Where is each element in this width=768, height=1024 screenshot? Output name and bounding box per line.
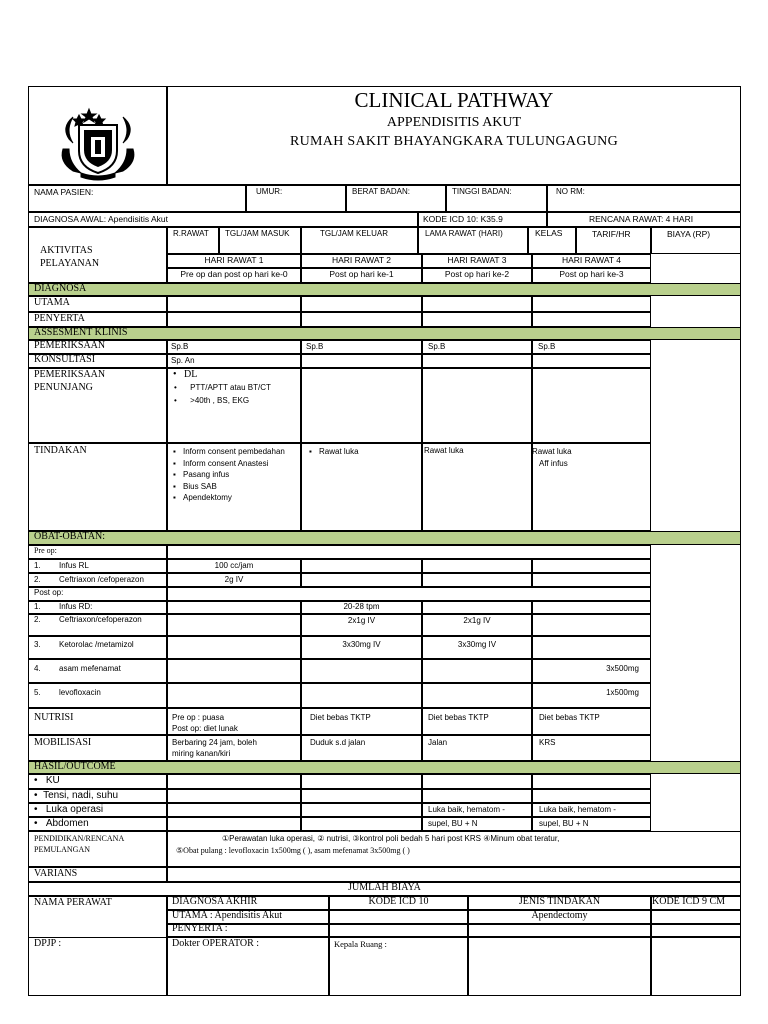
day-4-header: HARI RAWAT 4: [561, 255, 622, 265]
hasil-abdomen: Abdomen: [45, 818, 89, 829]
pre-item-2-d4: [532, 573, 651, 587]
kode-icd9-label: KODE ICD 9 CM: [652, 896, 726, 907]
post-item-2-name: Ceftriaxon/cefoperazon: [59, 615, 142, 624]
tindakan-d3: [422, 443, 532, 531]
nutrisi-d1-line2: Post op: diet lunak: [172, 724, 238, 733]
hasil-tensi: Tensi, nadi, suhu: [43, 790, 119, 801]
penunjang-item-2: PTT/APTT atau BT/CT: [190, 383, 271, 392]
post-item-3-d3-value: 3x30mg IV: [457, 640, 497, 649]
dokter-operator-label: Dokter OPERATOR :: [172, 938, 260, 949]
penunjang-d2: [301, 368, 422, 443]
hasil-abdomen-d4-value: supel, BU + N: [539, 819, 589, 828]
diagnosa-awal-label: DIAGNOSA AWAL: Apendisitis Akut: [34, 214, 169, 224]
nama-perawat-label: NAMA PERAWAT: [34, 897, 112, 908]
pemeriksaan-label: PEMERIKSAAN: [34, 340, 106, 351]
hasil-ku-bullet: • KU: [34, 775, 60, 786]
pre-item-1-d2: [301, 559, 422, 573]
pemulangan-line1: ①Perawatan luka operasi, ② nutrisi, ③kontrol poli bedah 5 hari post KRS ④Minum obat teratur,: [222, 834, 560, 843]
penyerta-d3[interactable]: [422, 312, 532, 327]
jenis-tindakan-label: JENIS TINDAKAN: [518, 896, 601, 907]
hasil-luka-d2: [301, 803, 422, 817]
hasil-ku: KU: [45, 775, 60, 786]
post-item-1-name: Infus RD:: [59, 602, 93, 611]
hasil-tensi-bullet: • Tensi, nadi, suhu: [34, 790, 119, 801]
pre-op-blank: [167, 545, 651, 559]
tindakan-d1-list: [173, 446, 293, 504]
hasil-tensi-d1: [167, 789, 301, 803]
penyerta-d2[interactable]: [301, 312, 422, 327]
nutrisi-d2-value: Diet bebas TKTP: [310, 713, 371, 722]
hasil-section-title: HASIL/OUTCOME: [34, 761, 116, 772]
mobilisasi-d1-line2: miring kanan/kiri: [172, 749, 231, 758]
post-item-2-d1: [167, 614, 301, 636]
hasil-ku-d4: [532, 774, 651, 789]
day-1-header: HARI RAWAT 1: [204, 255, 264, 265]
hasil-tensi-d4: [532, 789, 651, 803]
utama-d1[interactable]: [167, 296, 301, 312]
pre-item-1-d4: [532, 559, 651, 573]
post-item-5-d3: [422, 683, 532, 708]
konsultasi-d4: [532, 354, 651, 368]
penunjang-d4: [532, 368, 651, 443]
icd9-utama-cell[interactable]: [651, 910, 741, 924]
post-item-5-d1: [167, 683, 301, 708]
pre-item-1-d3: [422, 559, 532, 573]
penunjang-label-line2: PENUNJANG: [34, 382, 93, 393]
konsultasi-d2: [301, 354, 422, 368]
berat-badan-label: BERAT BADAN:: [352, 187, 410, 196]
dpjp-label: DPJP :: [34, 938, 62, 949]
penyerta-d1[interactable]: [167, 312, 301, 327]
hasil-luka-d4-value: Luka baik, hematom -: [539, 805, 616, 814]
col-lama-rawat-label: LAMA RAWAT (HARI): [425, 229, 503, 238]
utama-d4[interactable]: [532, 296, 651, 312]
tindakan-d2-list: [309, 446, 359, 458]
post-item-2-d4: [532, 614, 651, 636]
diagnosa-section-title: DIAGNOSA: [34, 283, 87, 294]
mobilisasi-d2-value: Duduk s.d jalan: [310, 738, 366, 747]
pre-item-1-name: Infus RL: [59, 561, 89, 570]
penunjang-item-1: DL: [184, 369, 198, 380]
tindakan-d2-item: ▪ Rawat luka: [309, 446, 359, 458]
post-item-4-no: 4.: [34, 664, 41, 673]
kepala-ruang-label: Kepala Ruang :: [334, 939, 387, 949]
pre-item-1-no: 1.: [34, 561, 41, 570]
jumlah-biaya-label: JUMLAH BIAYA: [348, 882, 421, 893]
hasil-ku-d1: [167, 774, 301, 789]
hasil-abdomen-d3-value: supel, BU + N: [428, 819, 478, 828]
penunjang-item-1-bullet: • DL: [173, 369, 198, 380]
post-item-5-no: 5.: [34, 688, 41, 697]
col-tgl-masuk-label: TGL/JAM MASUK: [225, 229, 290, 238]
jenis-tindakan-value: Apendectomy: [531, 910, 588, 921]
icd10-utama-cell[interactable]: [329, 910, 468, 924]
phase-1-label: Pre op dan post op hari ke-0: [180, 269, 288, 279]
tindakan-d4-line1: Rawat luka: [532, 447, 572, 456]
tindakan-d4-line2: Aff infus: [539, 459, 568, 468]
post-item-2-d3-value: 2x1g IV: [463, 616, 491, 625]
post-item-1-d2-value: 20-28 tpm: [343, 602, 380, 611]
kode-icd-label: KODE ICD 10: K35.9: [423, 214, 503, 224]
no-rm-label: NO RM:: [556, 187, 585, 196]
penunjang-d3: [422, 368, 532, 443]
tindakan-d4: [532, 443, 651, 531]
hasil-abdomen-d1: [167, 817, 301, 831]
pemeriksaan-d4-value: Sp.B: [538, 342, 556, 351]
hasil-tensi-d2: [301, 789, 422, 803]
post-item-3-no: 3.: [34, 640, 41, 649]
col-kelas-label: KELAS: [535, 228, 563, 238]
pemeriksaan-d3-value: Sp.B: [428, 342, 446, 351]
hasil-luka-d1: [167, 803, 301, 817]
icd10-penyerta-cell[interactable]: [329, 924, 468, 937]
tindakan-d1-item-4: ▪ Bius SAB: [173, 481, 293, 493]
pre-op-label: Pre op:: [34, 546, 57, 555]
tindakan-penyerta-cell[interactable]: [468, 924, 651, 937]
post-item-1-d3: [422, 601, 532, 614]
tindakan-label-cell: [28, 443, 167, 531]
hasil-abdomen-d2: [301, 817, 422, 831]
day-2-header: HARI RAWAT 2: [331, 255, 392, 265]
col-tgl-keluar-label: TGL/JAM KELUAR: [320, 229, 389, 238]
post-item-4-d1: [167, 659, 301, 683]
obat-section-bar: [28, 531, 741, 545]
nutrisi-d4-value: Diet bebas TKTP: [539, 713, 600, 722]
varians-field[interactable]: [167, 867, 741, 882]
pemulangan-line2: ⑤Obat pulang : levofloxacin 1x500mg ( ), asam mefenamat 3x500mg ( ): [176, 846, 410, 855]
tindakan-d1-item-1: ▪ Inform consent pembedahan: [173, 446, 293, 458]
diagnosa-akhir-label: DIAGNOSA AKHIR: [172, 896, 258, 907]
nutrisi-label: NUTRISI: [34, 712, 74, 723]
pelayanan-label: PELAYANAN: [40, 258, 100, 269]
penyerta-d4[interactable]: [532, 312, 651, 327]
pemulangan-label-line2: PEMULANGAN: [34, 845, 90, 854]
nutrisi-d3-value: Diet bebas TKTP: [428, 713, 489, 722]
pre-item-2-dose: 2g IV: [224, 575, 244, 584]
post-item-5-name: levofloxacin: [59, 688, 101, 697]
tindakan-d3-value: Rawat luka: [424, 446, 464, 455]
tinggi-badan-label: TINGGI BADAN:: [452, 187, 512, 196]
logo-cell: [28, 86, 167, 185]
tindakan-d1-item-3: ▪ Pasang infus: [173, 469, 293, 481]
post-item-2-no: 2.: [34, 615, 41, 624]
utama-d2[interactable]: [301, 296, 422, 312]
phase-2-label: Post op hari ke-1: [329, 269, 394, 279]
icd9-penyerta-cell[interactable]: [651, 924, 741, 937]
post-item-1-no: 1.: [34, 602, 41, 611]
phase-3-label: Post op hari ke-2: [444, 269, 510, 279]
post-op-label: Post op:: [34, 588, 64, 597]
konsultasi-d3: [422, 354, 532, 368]
pre-item-2-no: 2.: [34, 575, 41, 584]
post-item-4-name: asam mefenamat: [59, 664, 121, 673]
tindakan-d1-item-5: ▪ Apendektomy: [173, 492, 293, 504]
hasil-ku-d2: [301, 774, 422, 789]
diagnosa-penyerta-label: PENYERTA: [34, 313, 85, 324]
pemeriksaan-d2-value: Sp.B: [306, 342, 324, 351]
tindakan-label: TINDAKAN: [34, 445, 87, 456]
diagnosa-section-bar: [28, 283, 741, 296]
pre-item-2-d2: [301, 573, 422, 587]
col-r-rawat-label: R.RAWAT: [173, 229, 209, 238]
col-tarif-label: TARIF/HR: [592, 229, 631, 239]
mobilisasi-d3-value: Jalan: [428, 738, 448, 747]
mobilisasi-label: MOBILISASI: [34, 737, 92, 748]
diagnosa-utama-label: UTAMA: [34, 297, 70, 308]
post-item-2-d2-value: 2x1g IV: [347, 616, 376, 625]
obat-section-title: OBAT-OBATAN:: [34, 531, 106, 542]
post-item-3-d2-value: 3x30mg IV: [342, 640, 381, 649]
kode-icd10-label: KODE ICD 10: [368, 896, 429, 907]
hasil-ku-d3: [422, 774, 532, 789]
nama-pasien-label: NAMA PASIEN:: [34, 187, 94, 197]
diagnosa-akhir-penyerta: PENYERTA :: [172, 923, 228, 934]
hasil-tensi-d3: [422, 789, 532, 803]
penunjang-label-line1: PEMERIKSAAN: [34, 369, 106, 380]
phase-4-label: Post op hari ke-3: [559, 269, 624, 279]
day-3-header: HARI RAWAT 3: [447, 255, 507, 265]
page-title: CLINICAL PATHWAY: [354, 88, 554, 112]
penunjang-item-2-bullet: • PTT/APTT atau BT/CT: [174, 383, 271, 392]
mobilisasi-d4-value: KRS: [539, 738, 556, 747]
pemeriksaan-d1-value: Sp.B: [171, 342, 189, 351]
konsultasi-d1-value: Sp. An: [171, 356, 195, 365]
tindakan-d1-item-2: ▪ Inform consent Anastesi: [173, 458, 293, 470]
mobilisasi-d1-line1: Berbaring 24 jam, boleh: [172, 738, 257, 747]
assessment-section-title: ASSESMENT KLINIS: [34, 327, 128, 338]
post-item-3-d4: [532, 636, 651, 659]
signature-blank-cell[interactable]: [468, 937, 651, 996]
hasil-abdomen-bullet: • Abdomen: [34, 818, 89, 829]
konsultasi-label: KONSULTASI: [34, 354, 96, 365]
nutrisi-d1-line1: Pre op : puasa: [172, 713, 225, 722]
post-op-blank: [167, 587, 651, 601]
hasil-section-bar: [28, 761, 741, 774]
hasil-luka-bullet: • Luka operasi: [34, 804, 104, 815]
varians-label: VARIANS: [34, 868, 78, 879]
post-item-1-d4: [532, 601, 651, 614]
aktivitas-label: AKTIVITAS: [40, 245, 93, 256]
penunjang-item-3: >40th , BS, EKG: [190, 396, 250, 405]
post-item-3-d1: [167, 636, 301, 659]
post-item-3-name: Ketorolac /metamizol: [59, 640, 134, 649]
hasil-luka: Luka operasi: [45, 804, 104, 815]
page-subtitle: APPENDISITIS AKUT: [386, 115, 522, 130]
police-emblem-icon: [29, 87, 167, 185]
signature-blank-cell-2[interactable]: [651, 937, 741, 996]
post-item-4-d3: [422, 659, 532, 683]
post-item-4-d2: [301, 659, 422, 683]
penunjang-item-3-bullet: • >40th , BS, EKG: [174, 396, 250, 405]
post-item-5-d4-value: 1x500mg: [606, 688, 639, 697]
pre-item-2-name: Ceftriaxon /cefoperazon: [59, 575, 144, 584]
pre-item-1-dose: 100 cc/jam: [214, 561, 254, 570]
pre-item-1-cell: [28, 559, 167, 573]
hasil-luka-d3-value: Luka baik, hematom -: [428, 805, 505, 814]
post-item-4-d4-value: 3x500mg: [606, 664, 639, 673]
assessment-section-bar: [28, 327, 741, 340]
col-biaya-label: BIAYA (RP): [667, 229, 711, 239]
post-item-5-d2: [301, 683, 422, 708]
post-item-1-cell: [28, 601, 167, 614]
pre-item-2-d3: [422, 573, 532, 587]
rencana-rawat-label: RENCANA RAWAT: 4 HARI: [589, 214, 694, 224]
hospital-name: RUMAH SAKIT BHAYANGKARA TULUNGAGUNG: [290, 134, 618, 149]
post-item-1-d1: [167, 601, 301, 614]
pemulangan-label-line1: PENDIDIKAN/RENCANA: [34, 834, 125, 843]
diagnosa-akhir-utama: UTAMA : Apendisitis Akut: [172, 910, 283, 921]
umur-label: UMUR:: [256, 187, 283, 196]
utama-d3[interactable]: [422, 296, 532, 312]
